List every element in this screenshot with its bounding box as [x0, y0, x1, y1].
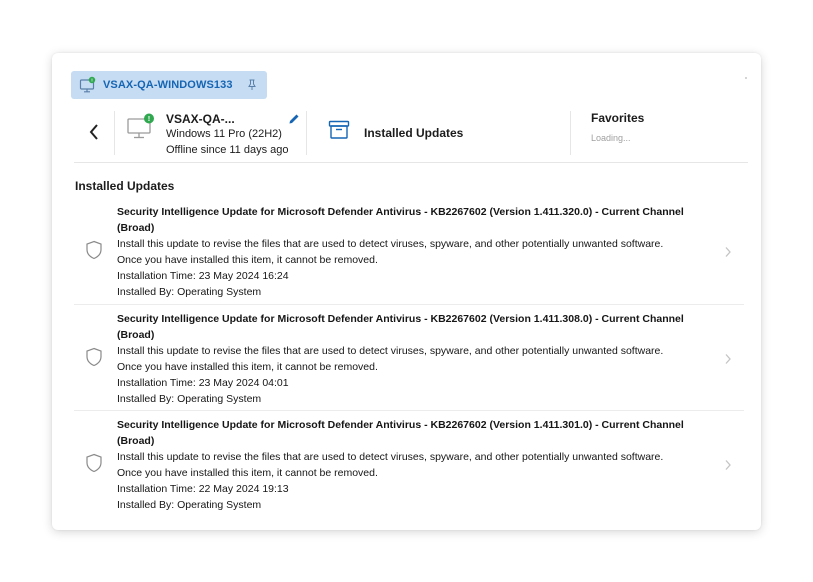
update-description-note: Once you have installed this item, it cannot be removed. [117, 360, 378, 373]
list-item[interactable] [74, 198, 744, 305]
chevron-left-icon [88, 123, 100, 141]
favorites-title: Favorites [591, 111, 645, 125]
favorites-loading: Loading... [591, 133, 631, 143]
monitor-icon [79, 76, 97, 94]
device-os: Windows 11 Pro (22H2) [166, 128, 282, 140]
installed-by: Installed By: Operating System [117, 499, 262, 511]
shield-icon [85, 347, 103, 372]
pin-icon[interactable] [247, 79, 257, 91]
divider [306, 111, 307, 155]
svg-text:!: ! [91, 77, 93, 83]
back-button[interactable] [84, 121, 104, 143]
installation-time: Installation Time: 23 May 2024 16:24 [117, 270, 289, 282]
updates-list [74, 198, 744, 518]
shield-icon [85, 240, 103, 265]
edit-pencil-icon[interactable] [288, 112, 300, 130]
device-tab-label: VSAX-QA-WINDOWS133 [103, 79, 233, 91]
update-description: Install this update to revise the files that are used to detect viruses, spyware, and other potentially unwanted software. [117, 344, 664, 357]
device-name: VSAX-QA-... [166, 112, 235, 126]
device-monitor-icon [126, 113, 156, 143]
device-header [74, 109, 748, 163]
section-title: Installed Updates [364, 126, 464, 140]
installation-time: Installation Time: 23 May 2024 04:01 [117, 376, 289, 389]
update-description-note: Once you have installed this item, it cannot be removed. [117, 254, 378, 266]
chevron-right-icon [724, 245, 732, 263]
list-item[interactable] [74, 305, 744, 412]
device-panel [52, 53, 761, 530]
chevron-right-icon [724, 458, 732, 476]
list-title: Installed Updates [75, 179, 175, 193]
update-description-note: Once you have installed this item, it cannot be removed. [117, 467, 378, 479]
update-title: Security Intelligence Update for Microsoft Defender Antivirus - KB2267602 (Version 1.411.308.0) - Current Channel (Broad) [117, 312, 684, 341]
chevron-right-icon [724, 352, 732, 370]
installation-time: Installation Time: 22 May 2024 19:13 [117, 483, 289, 495]
update-title: Security Intelligence Update for Microsoft Defender Antivirus - KB2267602 (Version 1.411.320.0) - Current Channel (Broad) [117, 206, 684, 234]
svg-text:!: ! [147, 114, 151, 123]
update-description: Install this update to revise the files that are used to detect viruses, spyware, and other potentially unwanted software. [117, 451, 664, 463]
archive-box-icon [328, 120, 350, 145]
update-description: Install this update to revise the files that are used to detect viruses, spyware, and other potentially unwanted software. [117, 238, 664, 250]
divider [570, 111, 571, 155]
update-title: Security Intelligence Update for Microsoft Defender Antivirus - KB2267602 (Version 1.411.301.0) - Current Channel (Broad) [117, 419, 684, 447]
list-item[interactable] [74, 411, 744, 518]
panel-menu-dot [745, 77, 747, 79]
device-tab[interactable] [71, 71, 267, 99]
divider [114, 111, 115, 155]
installed-by: Installed By: Operating System [117, 286, 262, 298]
device-status: Offline since 11 days ago [166, 144, 289, 156]
shield-icon [85, 453, 103, 478]
installed-by: Installed By: Operating System [117, 392, 262, 405]
